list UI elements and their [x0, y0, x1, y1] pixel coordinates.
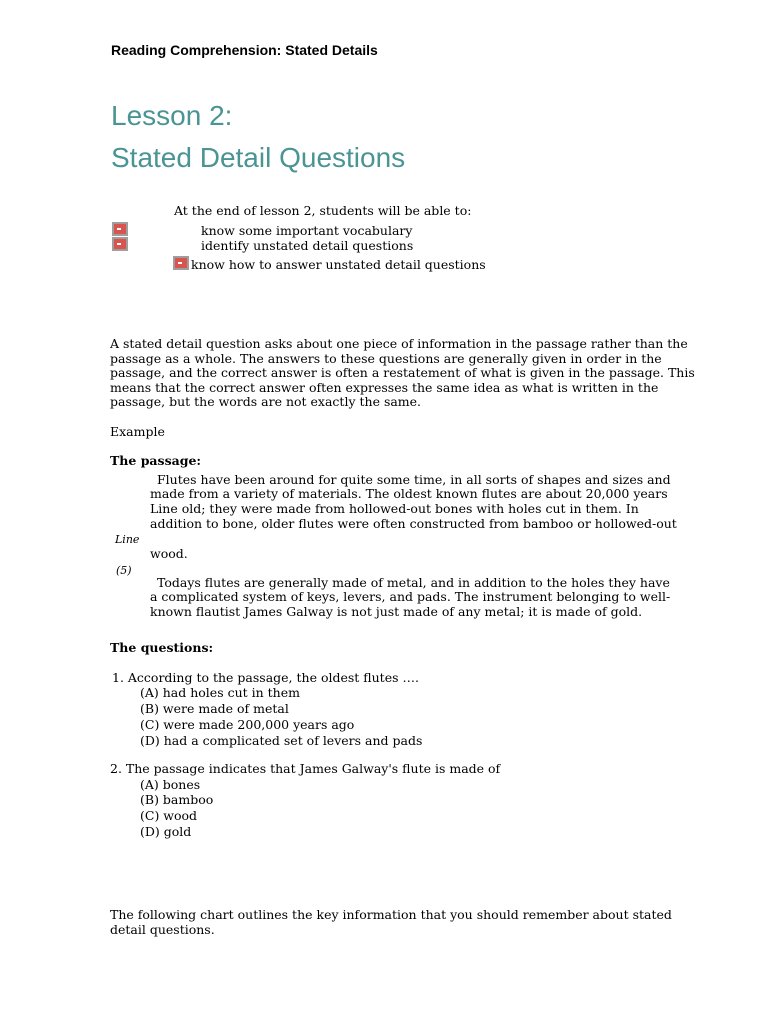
answer-option: (C) were made 200,000 years ago	[140, 717, 355, 732]
passage-line: a complicated system of keys, levers, and pads. The instrument belonging to well-	[150, 589, 671, 604]
passage-label: The passage:	[110, 453, 202, 468]
bullet-icon	[112, 222, 128, 236]
answer-option: (B) bamboo	[140, 792, 214, 807]
answer-option: (D) had a complicated set of levers and pads	[140, 733, 423, 748]
bullet-icon	[173, 256, 189, 270]
objective-item: identify unstated detail questions	[201, 238, 414, 253]
answer-option: (C) wood	[140, 808, 198, 823]
passage-line: known flautist James Galway is not just made of any metal; it is made of gold.	[150, 604, 643, 619]
objective-item: know how to answer unstated detail questions	[191, 257, 486, 272]
passage-line: Flutes have been around for quite some time, in all sorts of shapes and sizes and	[157, 472, 671, 487]
lesson-title: Stated Detail Questions	[111, 142, 406, 173]
objective-item: know some important vocabulary	[201, 223, 413, 238]
intro-paragraph	[110, 336, 695, 410]
running-header: Reading Comprehension: Stated Details	[111, 42, 378, 58]
objectives-intro: At the end of lesson 2, students will be able to:	[174, 203, 472, 218]
paragraph-line: A stated detail question asks about one piece of information in the passage rather than the	[110, 336, 688, 351]
passage-line: addition to bone, older flutes were often constructed from bamboo or hollowed-out	[150, 516, 677, 531]
paragraph-line: The following chart outlines the key information that you should remember about stated	[110, 907, 672, 922]
paragraph-line: detail questions.	[110, 921, 215, 937]
answer-option: (A) had holes cut in them	[140, 685, 300, 700]
example-label: Example	[110, 424, 165, 439]
answer-option: (A) bones	[140, 777, 201, 792]
passage-line: made from a variety of materials. The oldest known flutes are about 20,000 years	[150, 486, 668, 501]
bullet-icon	[112, 237, 128, 251]
question-stem: 2. The passage indicates that James Galway's flute is made of	[110, 761, 501, 776]
closing-paragraph	[110, 908, 670, 937]
paragraph-line: passage, and the correct answer is often a restatement of what is given in the passage. This	[110, 365, 695, 380]
answer-option: (B) were made of metal	[140, 701, 289, 716]
paragraph-line: means that the correct answer often expresses the same idea as what is written in the	[110, 379, 659, 395]
line-five-margin-label: (5)	[116, 564, 132, 577]
question-stem: 1. According to the passage, the oldest flutes ….	[112, 670, 419, 685]
lesson-number-title: Lesson 2:	[111, 100, 233, 131]
passage-line: Todays flutes are generally made of metal, and in addition to the holes they have	[157, 575, 670, 590]
paragraph-line: passage as a whole. The answers to these questions are generally given in order in the	[110, 350, 662, 366]
passage-line: wood.	[150, 546, 188, 561]
line-margin-label: Line	[115, 533, 140, 546]
questions-label: The questions:	[110, 640, 214, 655]
paragraph-line: passage, but the words are not exactly the same.	[110, 394, 422, 409]
answer-option: (D) gold	[140, 824, 192, 839]
passage-line: Line old; they were made from hollowed-out bones with holes cut in them. In	[150, 501, 639, 516]
